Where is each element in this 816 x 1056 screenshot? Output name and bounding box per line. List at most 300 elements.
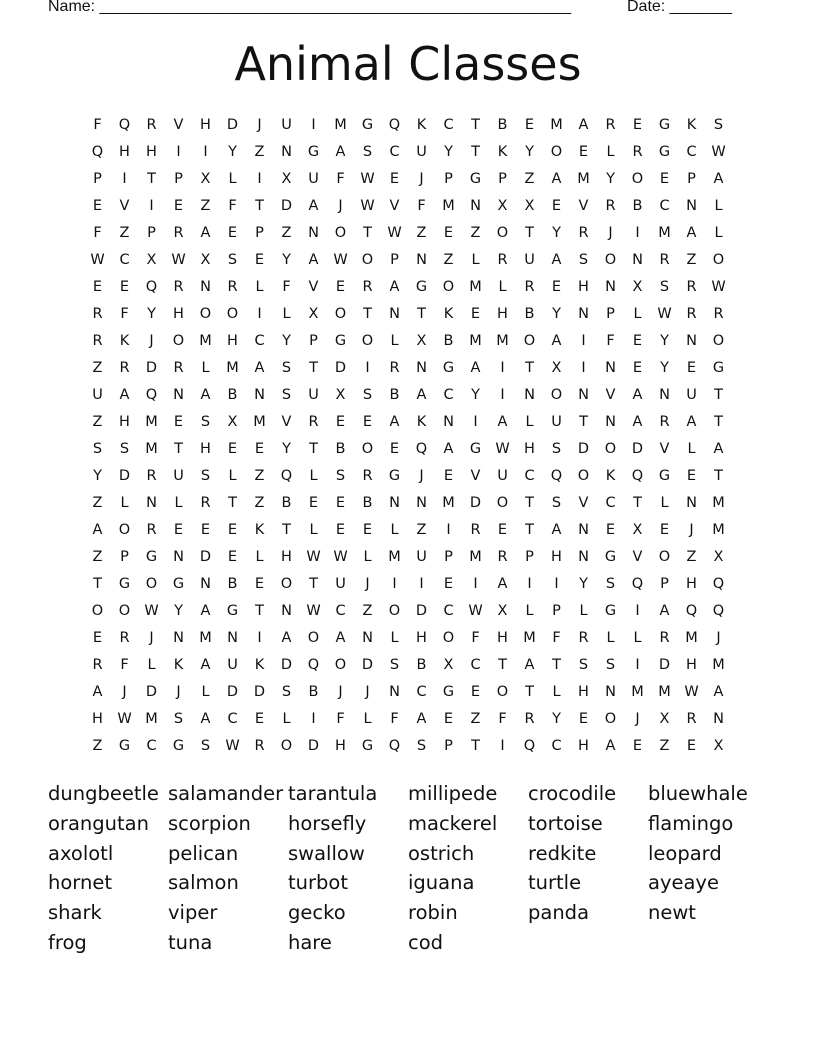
grid-letter[interactable]: N: [254, 386, 265, 403]
grid-letter[interactable]: N: [173, 548, 184, 565]
grid-letter[interactable]: E: [659, 170, 670, 187]
grid-letter[interactable]: M: [577, 170, 590, 187]
grid-letter[interactable]: E: [551, 197, 562, 214]
grid-letter[interactable]: R: [497, 548, 508, 565]
grid-letter[interactable]: M: [442, 494, 455, 511]
grid-letter[interactable]: V: [632, 548, 643, 565]
grid-letter[interactable]: T: [714, 386, 723, 403]
grid-letter[interactable]: A: [497, 413, 508, 430]
grid-letter[interactable]: Z: [416, 521, 427, 538]
grid-letter[interactable]: Z: [443, 251, 454, 268]
grid-letter[interactable]: N: [578, 521, 589, 538]
grid-letter[interactable]: O: [523, 332, 536, 349]
grid-letter[interactable]: W: [468, 602, 483, 619]
grid-letter[interactable]: A: [713, 683, 724, 700]
grid-letter[interactable]: V: [578, 494, 589, 511]
grid-letter[interactable]: L: [498, 278, 507, 295]
grid-letter[interactable]: E: [308, 494, 319, 511]
grid-letter[interactable]: Z: [200, 197, 211, 214]
grid-letter[interactable]: Q: [307, 656, 320, 673]
grid-letter[interactable]: D: [361, 656, 374, 673]
grid-letter[interactable]: O: [145, 575, 158, 592]
grid-letter[interactable]: O: [712, 332, 725, 349]
grid-letter[interactable]: X: [416, 332, 427, 349]
grid-letter[interactable]: A: [335, 629, 346, 646]
grid-letter[interactable]: C: [524, 467, 535, 484]
grid-letter[interactable]: D: [145, 683, 158, 700]
grid-letter[interactable]: L: [201, 683, 210, 700]
grid-letter[interactable]: X: [524, 197, 535, 214]
grid-letter[interactable]: O: [361, 251, 374, 268]
grid-letter[interactable]: Y: [579, 575, 588, 592]
grid-letter[interactable]: M: [145, 413, 158, 430]
grid-letter[interactable]: P: [498, 170, 507, 187]
grid-letter[interactable]: K: [497, 143, 508, 160]
grid-letter[interactable]: G: [172, 737, 185, 754]
grid-letter[interactable]: J: [365, 575, 370, 592]
grid-letter[interactable]: K: [173, 656, 184, 673]
grid-letter[interactable]: S: [578, 656, 589, 673]
grid-letter[interactable]: I: [419, 575, 424, 592]
grid-letter[interactable]: I: [500, 359, 505, 376]
grid-letter[interactable]: X: [200, 251, 211, 268]
grid-letter[interactable]: O: [361, 332, 374, 349]
grid-letter[interactable]: H: [227, 332, 238, 349]
grid-letter[interactable]: S: [281, 683, 292, 700]
grid-letter[interactable]: Y: [147, 305, 156, 322]
grid-letter[interactable]: P: [444, 170, 453, 187]
grid-letter[interactable]: E: [254, 440, 265, 457]
grid-letter[interactable]: A: [470, 359, 481, 376]
grid-letter[interactable]: R: [713, 305, 724, 322]
grid-letter[interactable]: Q: [712, 602, 725, 619]
grid-letter[interactable]: I: [500, 386, 505, 403]
grid-letter[interactable]: H: [578, 683, 589, 700]
grid-letter[interactable]: A: [497, 575, 508, 592]
grid-letter[interactable]: X: [632, 278, 643, 295]
grid-letter[interactable]: G: [712, 359, 725, 376]
grid-letter[interactable]: T: [255, 197, 264, 214]
grid-letter[interactable]: R: [524, 278, 535, 295]
grid-letter[interactable]: I: [257, 305, 262, 322]
grid-letter[interactable]: G: [172, 575, 185, 592]
grid-letter[interactable]: F: [471, 629, 480, 646]
grid-letter[interactable]: O: [91, 602, 104, 619]
grid-letter[interactable]: K: [686, 116, 697, 133]
grid-letter[interactable]: C: [470, 656, 481, 673]
grid-letter[interactable]: B: [227, 386, 238, 403]
grid-letter[interactable]: L: [282, 305, 291, 322]
grid-letter[interactable]: N: [686, 197, 697, 214]
grid-letter[interactable]: O: [334, 656, 347, 673]
grid-letter[interactable]: E: [632, 332, 643, 349]
grid-letter[interactable]: R: [308, 413, 319, 430]
grid-letter[interactable]: E: [227, 224, 238, 241]
grid-letter[interactable]: Y: [471, 386, 480, 403]
grid-letter[interactable]: R: [524, 710, 535, 727]
grid-letter[interactable]: G: [604, 548, 617, 565]
grid-letter[interactable]: Z: [470, 224, 481, 241]
grid-letter[interactable]: E: [551, 278, 562, 295]
grid-letter[interactable]: A: [335, 143, 346, 160]
grid-letter[interactable]: T: [174, 440, 183, 457]
grid-letter[interactable]: E: [335, 521, 346, 538]
grid-letter[interactable]: D: [226, 116, 239, 133]
grid-letter[interactable]: R: [92, 305, 103, 322]
grid-letter[interactable]: B: [281, 494, 292, 511]
grid-letter[interactable]: L: [606, 143, 615, 160]
grid-letter[interactable]: B: [362, 494, 373, 511]
grid-letter[interactable]: V: [605, 386, 616, 403]
grid-letter[interactable]: R: [173, 359, 184, 376]
grid-letter[interactable]: O: [388, 602, 401, 619]
grid-letter[interactable]: E: [443, 224, 454, 241]
grid-letter[interactable]: F: [417, 197, 426, 214]
grid-letter[interactable]: A: [578, 116, 589, 133]
grid-letter[interactable]: G: [442, 359, 455, 376]
grid-letter[interactable]: S: [362, 143, 373, 160]
grid-letter[interactable]: D: [280, 197, 293, 214]
grid-letter[interactable]: E: [362, 521, 373, 538]
grid-letter[interactable]: J: [365, 683, 370, 700]
grid-letter[interactable]: H: [200, 116, 211, 133]
grid-letter[interactable]: P: [174, 170, 183, 187]
grid-letter[interactable]: T: [525, 224, 534, 241]
grid-letter[interactable]: T: [498, 656, 507, 673]
grid-letter[interactable]: G: [442, 683, 455, 700]
grid-letter[interactable]: A: [92, 683, 103, 700]
grid-letter[interactable]: U: [497, 467, 508, 484]
grid-letter[interactable]: S: [389, 656, 400, 673]
grid-letter[interactable]: Z: [281, 224, 292, 241]
grid-letter[interactable]: J: [419, 170, 424, 187]
grid-letter[interactable]: Z: [416, 224, 427, 241]
grid-letter[interactable]: A: [92, 521, 103, 538]
grid-letter[interactable]: I: [500, 737, 505, 754]
grid-letter[interactable]: T: [417, 305, 426, 322]
grid-letter[interactable]: Q: [685, 602, 698, 619]
grid-letter[interactable]: S: [227, 251, 238, 268]
grid-letter[interactable]: E: [119, 278, 130, 295]
grid-letter[interactable]: N: [200, 575, 211, 592]
grid-letter[interactable]: X: [146, 251, 157, 268]
grid-letter[interactable]: R: [605, 197, 616, 214]
grid-letter[interactable]: T: [714, 467, 723, 484]
grid-letter[interactable]: E: [92, 278, 103, 295]
grid-letter[interactable]: N: [146, 494, 157, 511]
grid-letter[interactable]: G: [658, 143, 671, 160]
grid-letter[interactable]: T: [309, 359, 318, 376]
grid-letter[interactable]: C: [146, 737, 157, 754]
grid-letter[interactable]: J: [149, 332, 154, 349]
grid-letter[interactable]: E: [389, 170, 400, 187]
grid-letter[interactable]: L: [363, 710, 372, 727]
grid-letter[interactable]: F: [93, 224, 102, 241]
grid-letter[interactable]: L: [660, 494, 669, 511]
grid-letter[interactable]: O: [334, 305, 347, 322]
grid-letter[interactable]: R: [632, 143, 643, 160]
grid-letter[interactable]: U: [227, 656, 238, 673]
grid-letter[interactable]: N: [281, 143, 292, 160]
grid-letter[interactable]: E: [173, 197, 184, 214]
grid-letter[interactable]: M: [199, 629, 212, 646]
grid-letter[interactable]: L: [687, 440, 696, 457]
grid-letter[interactable]: W: [360, 197, 375, 214]
grid-letter[interactable]: O: [658, 548, 671, 565]
grid-letter[interactable]: H: [146, 143, 157, 160]
grid-letter[interactable]: O: [280, 575, 293, 592]
grid-letter[interactable]: A: [416, 386, 427, 403]
grid-letter[interactable]: N: [686, 332, 697, 349]
grid-letter[interactable]: A: [389, 278, 400, 295]
grid-letter[interactable]: L: [390, 521, 399, 538]
grid-letter[interactable]: N: [416, 359, 427, 376]
grid-letter[interactable]: K: [416, 413, 427, 430]
grid-letter[interactable]: L: [228, 170, 237, 187]
grid-letter[interactable]: N: [686, 494, 697, 511]
grid-letter[interactable]: C: [416, 683, 427, 700]
grid-letter[interactable]: X: [632, 521, 643, 538]
grid-letter[interactable]: Z: [92, 737, 103, 754]
grid-letter[interactable]: X: [335, 386, 346, 403]
grid-letter[interactable]: D: [253, 683, 266, 700]
grid-letter[interactable]: R: [92, 332, 103, 349]
grid-letter[interactable]: E: [659, 521, 670, 538]
grid-letter[interactable]: Z: [686, 548, 697, 565]
grid-letter[interactable]: R: [146, 521, 157, 538]
grid-letter[interactable]: C: [659, 197, 670, 214]
grid-letter[interactable]: C: [119, 251, 130, 268]
grid-letter[interactable]: O: [442, 629, 455, 646]
grid-letter[interactable]: F: [606, 332, 615, 349]
grid-letter[interactable]: Z: [92, 494, 103, 511]
grid-letter[interactable]: L: [552, 683, 561, 700]
grid-letter[interactable]: A: [659, 602, 670, 619]
grid-letter[interactable]: I: [257, 170, 262, 187]
grid-letter[interactable]: V: [308, 278, 319, 295]
grid-letter[interactable]: I: [122, 170, 127, 187]
grid-letter[interactable]: R: [227, 278, 238, 295]
grid-letter[interactable]: S: [119, 440, 130, 457]
grid-letter[interactable]: M: [658, 683, 671, 700]
grid-letter[interactable]: L: [282, 710, 291, 727]
grid-letter[interactable]: L: [201, 359, 210, 376]
grid-letter[interactable]: I: [554, 575, 559, 592]
grid-letter[interactable]: H: [281, 548, 292, 565]
grid-letter[interactable]: I: [365, 359, 370, 376]
grid-letter[interactable]: O: [496, 683, 509, 700]
grid-letter[interactable]: Z: [92, 548, 103, 565]
grid-letter[interactable]: T: [471, 143, 480, 160]
grid-letter[interactable]: E: [173, 413, 184, 430]
grid-letter[interactable]: I: [311, 116, 316, 133]
grid-letter[interactable]: T: [525, 683, 534, 700]
grid-letter[interactable]: M: [469, 548, 482, 565]
grid-letter[interactable]: Y: [444, 143, 453, 160]
grid-letter[interactable]: T: [363, 305, 372, 322]
grid-letter[interactable]: L: [255, 278, 264, 295]
grid-letter[interactable]: A: [200, 656, 211, 673]
grid-letter[interactable]: B: [335, 440, 346, 457]
grid-letter[interactable]: A: [524, 656, 535, 673]
grid-letter[interactable]: G: [145, 548, 158, 565]
grid-letter[interactable]: W: [90, 251, 105, 268]
grid-letter[interactable]: Y: [552, 224, 561, 241]
grid-letter[interactable]: T: [525, 359, 534, 376]
grid-letter[interactable]: U: [416, 143, 427, 160]
grid-letter[interactable]: E: [470, 305, 481, 322]
grid-letter[interactable]: Z: [92, 359, 103, 376]
grid-letter[interactable]: H: [173, 305, 184, 322]
grid-letter[interactable]: N: [659, 386, 670, 403]
grid-letter[interactable]: E: [254, 251, 265, 268]
grid-letter[interactable]: C: [443, 116, 454, 133]
grid-letter[interactable]: O: [280, 737, 293, 754]
grid-letter[interactable]: H: [497, 629, 508, 646]
grid-letter[interactable]: A: [632, 386, 643, 403]
grid-letter[interactable]: E: [92, 629, 103, 646]
grid-letter[interactable]: T: [282, 521, 291, 538]
grid-letter[interactable]: T: [633, 494, 642, 511]
grid-letter[interactable]: T: [579, 413, 588, 430]
grid-letter[interactable]: H: [92, 710, 103, 727]
grid-letter[interactable]: J: [689, 521, 694, 538]
grid-letter[interactable]: L: [471, 251, 480, 268]
grid-letter[interactable]: S: [200, 413, 211, 430]
grid-letter[interactable]: R: [146, 116, 157, 133]
grid-letter[interactable]: D: [199, 548, 212, 565]
grid-letter[interactable]: N: [578, 386, 589, 403]
grid-letter[interactable]: B: [308, 683, 319, 700]
grid-letter[interactable]: Q: [712, 575, 725, 592]
grid-letter[interactable]: B: [497, 116, 508, 133]
grid-letter[interactable]: W: [306, 548, 321, 565]
grid-letter[interactable]: J: [122, 683, 127, 700]
grid-letter[interactable]: X: [281, 170, 292, 187]
grid-letter[interactable]: G: [658, 467, 671, 484]
grid-letter[interactable]: V: [578, 197, 589, 214]
grid-letter[interactable]: S: [335, 467, 346, 484]
grid-letter[interactable]: O: [496, 494, 509, 511]
grid-letter[interactable]: T: [309, 440, 318, 457]
grid-letter[interactable]: R: [659, 251, 670, 268]
grid-letter[interactable]: E: [92, 197, 103, 214]
grid-letter[interactable]: E: [605, 521, 616, 538]
grid-letter[interactable]: A: [281, 629, 292, 646]
grid-letter[interactable]: Q: [145, 386, 158, 403]
grid-letter[interactable]: W: [333, 548, 348, 565]
grid-letter[interactable]: L: [309, 521, 318, 538]
grid-letter[interactable]: U: [524, 251, 535, 268]
grid-letter[interactable]: M: [253, 413, 266, 430]
grid-letter[interactable]: H: [416, 629, 427, 646]
grid-letter[interactable]: C: [389, 143, 400, 160]
grid-letter[interactable]: W: [711, 278, 726, 295]
grid-letter[interactable]: L: [714, 197, 723, 214]
grid-letter[interactable]: H: [578, 278, 589, 295]
grid-letter[interactable]: R: [119, 629, 130, 646]
grid-letter[interactable]: M: [145, 710, 158, 727]
grid-letter[interactable]: U: [686, 386, 697, 403]
grid-letter[interactable]: Y: [282, 440, 291, 457]
grid-letter[interactable]: Y: [282, 251, 291, 268]
grid-letter[interactable]: M: [496, 332, 509, 349]
grid-letter[interactable]: O: [307, 629, 320, 646]
grid-letter[interactable]: Y: [552, 305, 561, 322]
grid-letter[interactable]: T: [255, 602, 264, 619]
grid-letter[interactable]: C: [443, 602, 454, 619]
grid-letter[interactable]: E: [686, 359, 697, 376]
grid-letter[interactable]: S: [713, 116, 724, 133]
grid-letter[interactable]: M: [523, 629, 536, 646]
grid-letter[interactable]: X: [713, 737, 724, 754]
grid-letter[interactable]: L: [228, 467, 237, 484]
grid-letter[interactable]: P: [606, 305, 615, 322]
grid-letter[interactable]: S: [173, 710, 184, 727]
grid-letter[interactable]: K: [254, 656, 265, 673]
grid-letter[interactable]: N: [605, 413, 616, 430]
grid-letter[interactable]: Y: [282, 332, 291, 349]
grid-letter[interactable]: B: [524, 305, 535, 322]
grid-letter[interactable]: I: [257, 629, 262, 646]
grid-letter[interactable]: A: [254, 359, 265, 376]
grid-letter[interactable]: Z: [254, 494, 265, 511]
grid-letter[interactable]: I: [392, 575, 397, 592]
grid-letter[interactable]: U: [281, 116, 292, 133]
grid-letter[interactable]: L: [633, 305, 642, 322]
grid-letter[interactable]: Y: [606, 170, 615, 187]
grid-letter[interactable]: E: [632, 116, 643, 133]
grid-letter[interactable]: M: [712, 521, 725, 538]
grid-letter[interactable]: U: [335, 575, 346, 592]
grid-letter[interactable]: J: [338, 197, 343, 214]
grid-letter[interactable]: E: [200, 521, 211, 538]
grid-letter[interactable]: A: [632, 413, 643, 430]
grid-letter[interactable]: Z: [254, 143, 265, 160]
grid-letter[interactable]: U: [92, 386, 103, 403]
grid-letter[interactable]: W: [117, 710, 132, 727]
grid-letter[interactable]: D: [334, 359, 347, 376]
grid-letter[interactable]: M: [469, 278, 482, 295]
grid-letter[interactable]: N: [578, 305, 589, 322]
grid-letter[interactable]: L: [147, 656, 156, 673]
grid-letter[interactable]: Y: [552, 710, 561, 727]
grid-letter[interactable]: G: [469, 170, 482, 187]
grid-letter[interactable]: I: [635, 656, 640, 673]
grid-letter[interactable]: N: [578, 548, 589, 565]
grid-letter[interactable]: R: [605, 116, 616, 133]
grid-letter[interactable]: D: [145, 359, 158, 376]
grid-letter[interactable]: G: [658, 116, 671, 133]
grid-letter[interactable]: X: [200, 170, 211, 187]
grid-letter[interactable]: J: [716, 629, 721, 646]
grid-letter[interactable]: W: [684, 683, 699, 700]
grid-letter[interactable]: T: [471, 116, 480, 133]
grid-letter[interactable]: F: [93, 116, 102, 133]
grid-letter[interactable]: E: [632, 737, 643, 754]
grid-letter[interactable]: R: [146, 467, 157, 484]
grid-letter[interactable]: E: [443, 575, 454, 592]
grid-letter[interactable]: N: [173, 386, 184, 403]
grid-letter[interactable]: Z: [686, 251, 697, 268]
grid-letter[interactable]: Z: [524, 170, 535, 187]
grid-letter[interactable]: U: [308, 386, 319, 403]
grid-letter[interactable]: R: [686, 278, 697, 295]
grid-letter[interactable]: U: [308, 170, 319, 187]
grid-letter[interactable]: R: [470, 521, 481, 538]
grid-letter[interactable]: O: [199, 305, 212, 322]
grid-letter[interactable]: M: [226, 359, 239, 376]
